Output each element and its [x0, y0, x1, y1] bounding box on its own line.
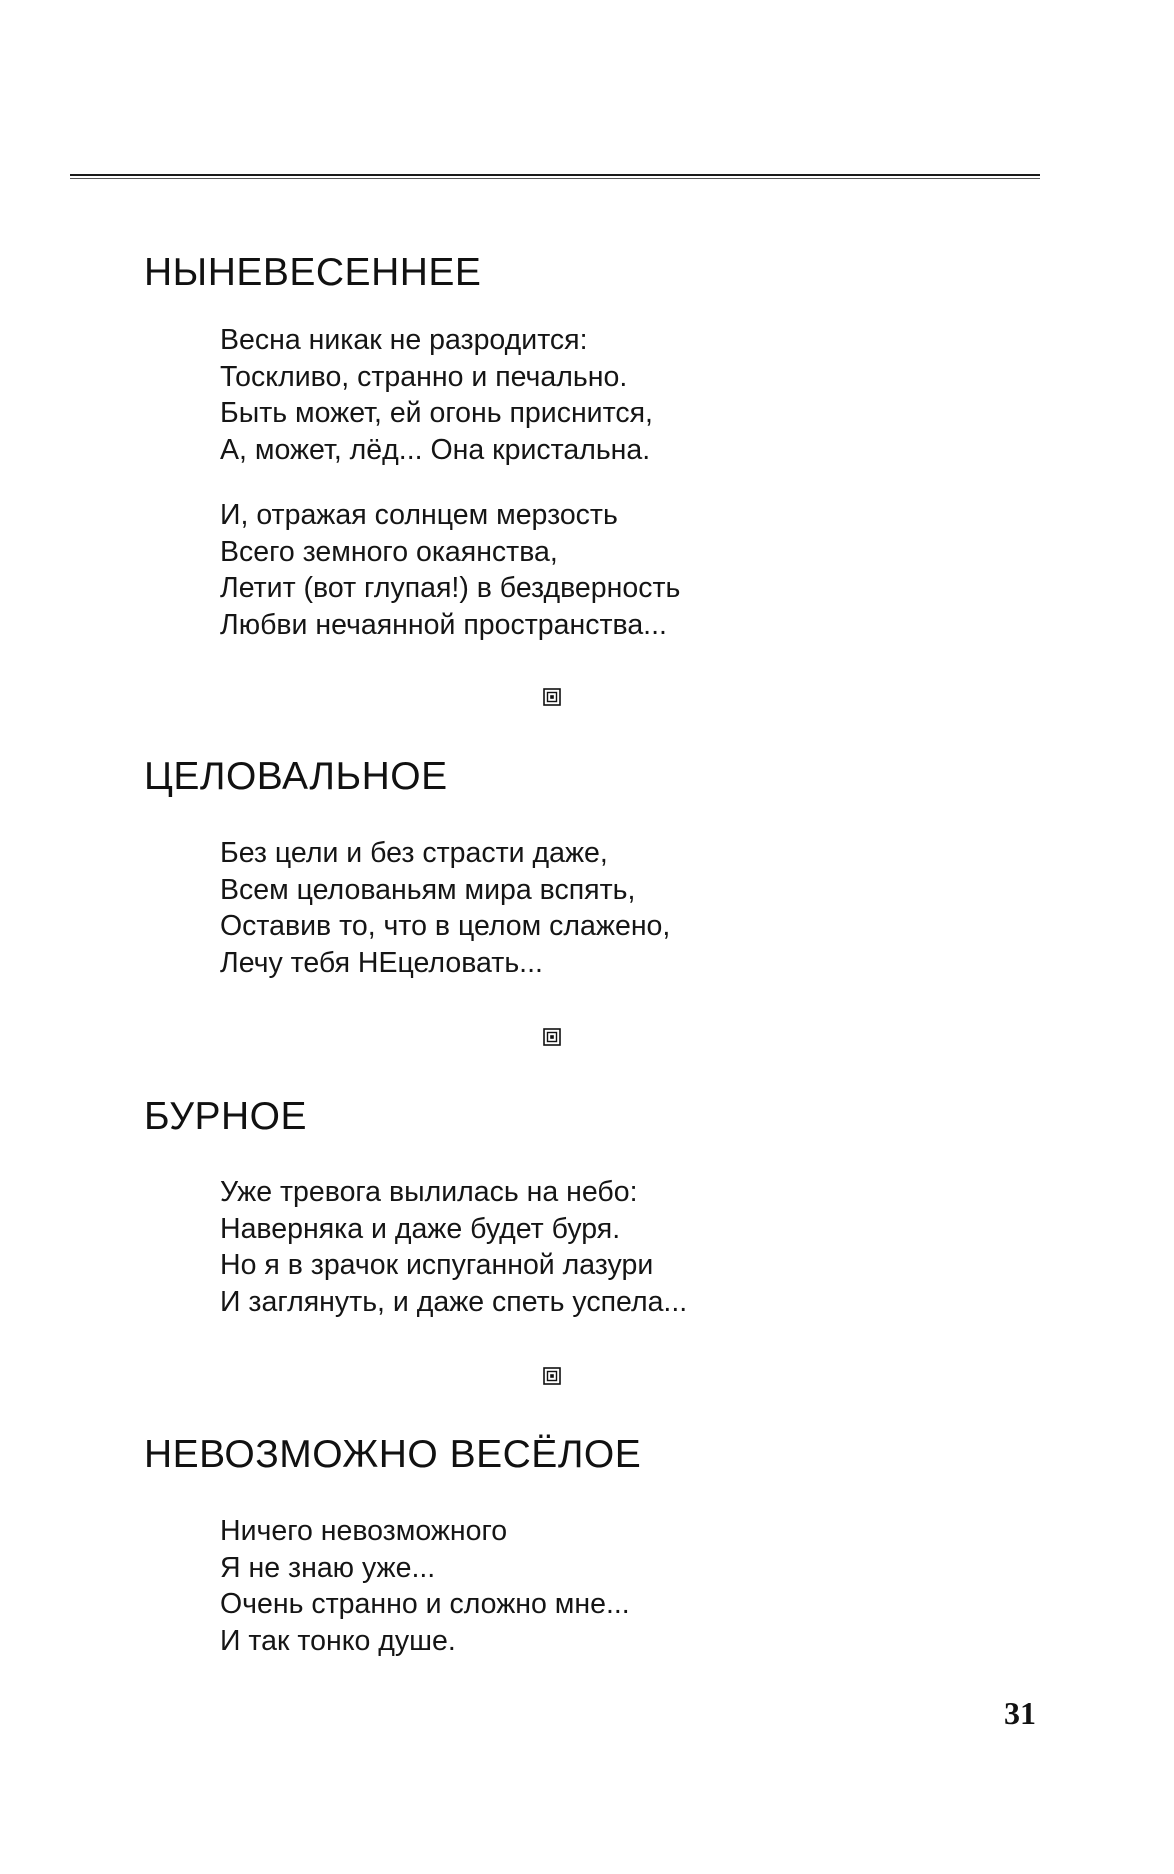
- verse-line: И, отражая солнцем мерзость: [220, 499, 618, 531]
- square-ornament-icon: [543, 1028, 561, 1046]
- page-number: 31: [1004, 1695, 1036, 1731]
- verse-line: Оставив то, что в целом слажено,: [220, 910, 671, 942]
- stanza: [220, 322, 653, 468]
- verse-line: Всего земного окаянства,: [220, 535, 558, 568]
- verse-line: Летит (вот глупая!) в бездверность: [220, 572, 681, 604]
- stanza: [220, 835, 670, 981]
- verse-line: Уже тревога вылилась на небо:: [220, 1176, 638, 1208]
- poem-title: НЫНЕВЕСЕННЕЕ: [144, 251, 482, 294]
- header-rule: [70, 174, 1040, 179]
- verse-line: Ничего невозможного: [220, 1515, 508, 1547]
- verse-line: Но я в зрачок испуганной лазури: [220, 1249, 654, 1281]
- poem-title: НЕВОЗМОЖНО ВЕСЁЛОЕ: [144, 1433, 642, 1476]
- verse-line: Лечу тебя НЕцеловать...: [220, 946, 543, 979]
- verse-line: Я не знаю уже...: [220, 1551, 436, 1584]
- verse-line: Весна никак не разродится:: [220, 324, 588, 356]
- verse-line: И заглянуть, и даже спеть успела...: [220, 1285, 688, 1318]
- stanza: [220, 1513, 630, 1659]
- verse-line: Тоскливо, странно и печально.: [220, 360, 628, 393]
- verse-line: Любви нечаянной пространства...: [220, 608, 667, 641]
- square-ornament-icon: [543, 688, 561, 706]
- stanza: [220, 1174, 687, 1320]
- verse-line: Всем целованьям мира вспять,: [220, 873, 636, 906]
- verse-line: Очень странно и сложно мне...: [220, 1588, 630, 1620]
- stanza: [220, 497, 680, 643]
- verse-line: А, может, лёд... Она кристальна.: [220, 433, 651, 466]
- poem-title: ЦЕЛОВАЛЬНОЕ: [144, 755, 448, 798]
- verse-line: Наверняка и даже будет буря.: [220, 1212, 621, 1245]
- poem-title: БУРНОЕ: [144, 1095, 307, 1138]
- verse-line: Без цели и без страсти даже,: [220, 837, 608, 869]
- square-ornament-icon: [543, 1367, 561, 1385]
- verse-line: Быть может, ей огонь приснится,: [220, 397, 653, 429]
- verse-line: И так тонко душе.: [220, 1624, 456, 1657]
